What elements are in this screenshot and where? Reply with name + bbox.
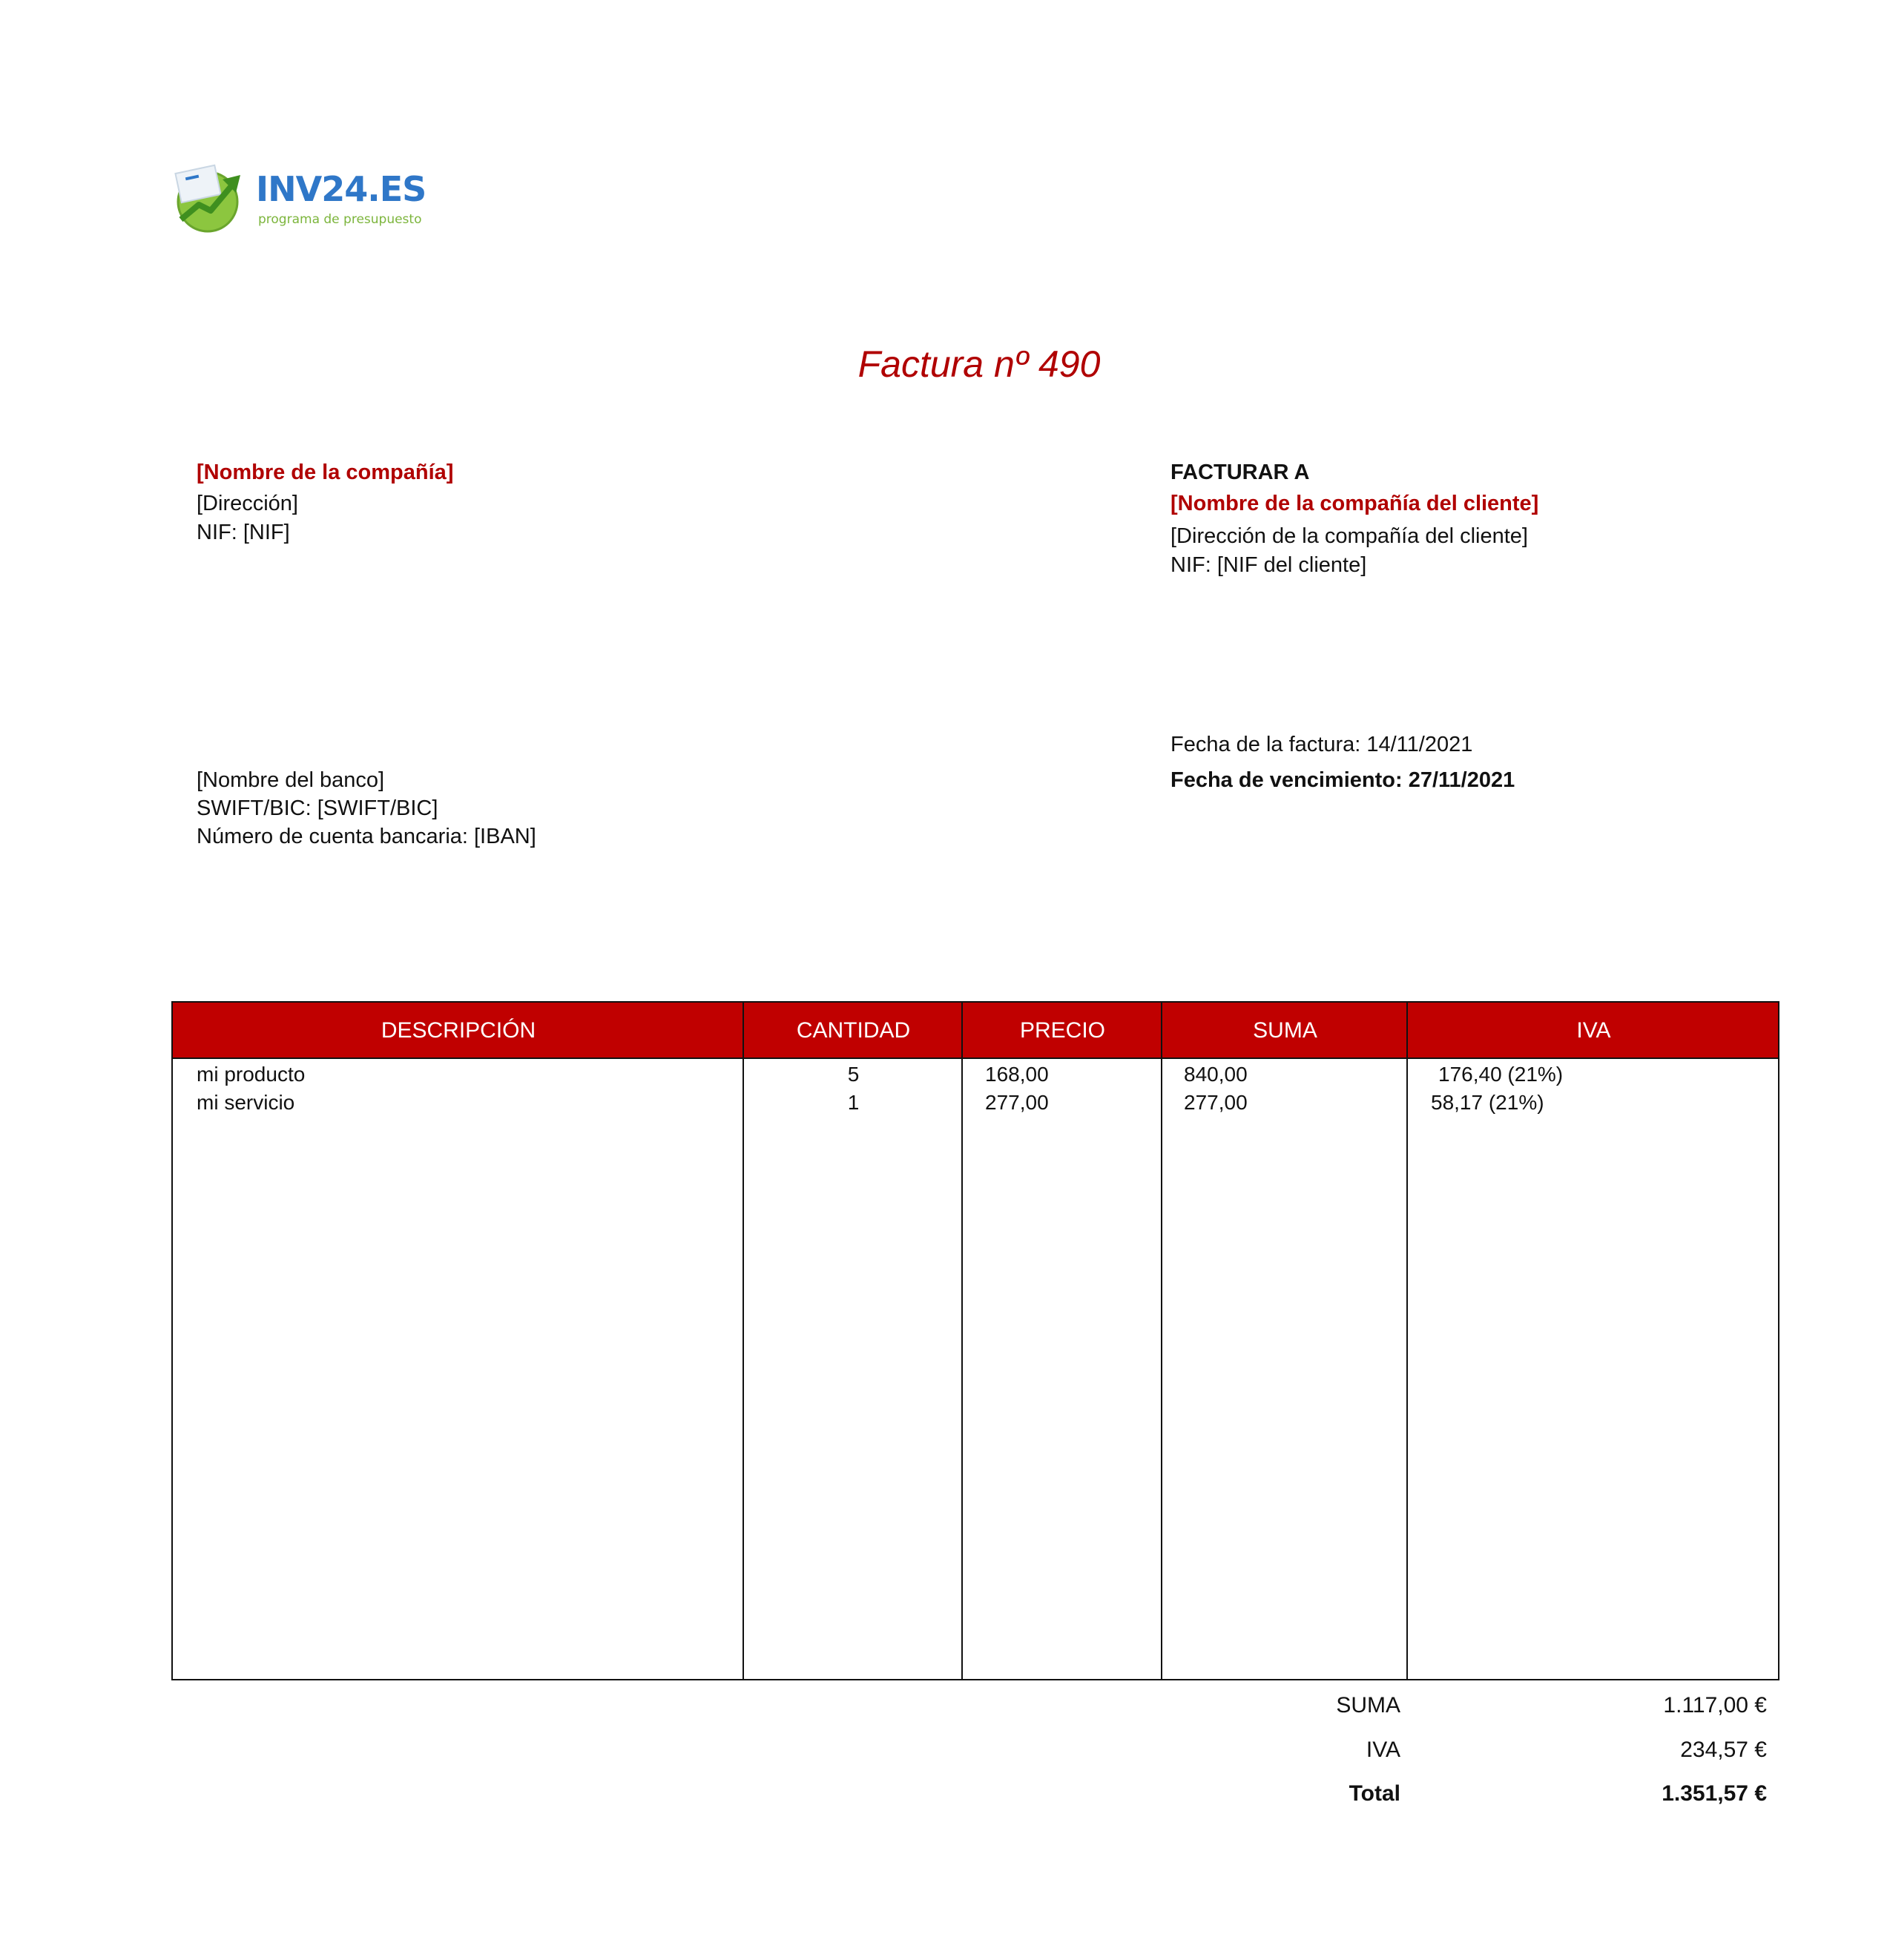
bank-account: Número de cuenta bancaria: [IBAN]: [197, 825, 536, 848]
invoice-title: Factura nº 490: [857, 343, 1101, 385]
buyer-address: [Dirección de la compañía del cliente]: [1170, 524, 1528, 548]
row-2-quantity: 1: [847, 1091, 860, 1114]
grand-total-value: 1.351,57 €: [1662, 1781, 1767, 1806]
row-1-quantity: 5: [847, 1063, 860, 1086]
row-1-price: 168,00: [985, 1063, 1049, 1086]
table-header: [173, 1003, 1778, 1059]
bill-to-heading: FACTURAR A: [1170, 461, 1310, 484]
row-1-description: mi producto: [197, 1063, 306, 1086]
header-description: DESCRIPCIÓN: [381, 1018, 536, 1043]
header-price: PRECIO: [1019, 1018, 1106, 1043]
seller-nif: NIF: [NIF]: [197, 521, 290, 544]
due-date: Fecha de vencimiento: 27/11/2021: [1170, 768, 1515, 792]
vat-total-label: IVA: [1366, 1738, 1400, 1762]
header-vat: IVA: [1576, 1018, 1611, 1043]
logo-name: INV24.ES: [256, 169, 427, 209]
header-sum: SUMA: [1253, 1018, 1317, 1043]
row-1-sum: 840,00: [1184, 1063, 1248, 1086]
invoice-date: Fecha de la factura: 14/11/2021: [1170, 733, 1473, 756]
column-divider: [1161, 1003, 1162, 1679]
row-2-description: mi servicio: [197, 1091, 295, 1114]
row-1-vat: 176,40 (21%): [1438, 1063, 1564, 1086]
logo-tagline: programa de presupuesto: [258, 212, 422, 227]
grand-total-label: Total: [1349, 1781, 1400, 1806]
row-2-price: 277,00: [985, 1091, 1049, 1114]
vat-total-value: 234,57 €: [1680, 1738, 1767, 1762]
seller-address: [Dirección]: [197, 492, 298, 515]
company-logo: [172, 159, 427, 233]
subtotal-label: SUMA: [1336, 1693, 1400, 1718]
items-table: [171, 1001, 1779, 1680]
bank-swift: SWIFT/BIC: [SWIFT/BIC]: [197, 796, 438, 820]
row-2-sum: 277,00: [1184, 1091, 1248, 1114]
column-divider: [1406, 1003, 1408, 1679]
header-quantity: CANTIDAD: [796, 1018, 911, 1043]
buyer-nif: NIF: [NIF del cliente]: [1170, 553, 1367, 577]
subtotal-value: 1.117,00 €: [1663, 1693, 1767, 1718]
growth-arrow-icon: [172, 162, 246, 233]
row-2-vat: 58,17 (21%): [1431, 1091, 1544, 1114]
bank-name: [Nombre del banco]: [197, 768, 385, 792]
buyer-company: [Nombre de la compañía del cliente]: [1170, 492, 1539, 515]
seller-company: [Nombre de la compañía]: [197, 461, 454, 484]
